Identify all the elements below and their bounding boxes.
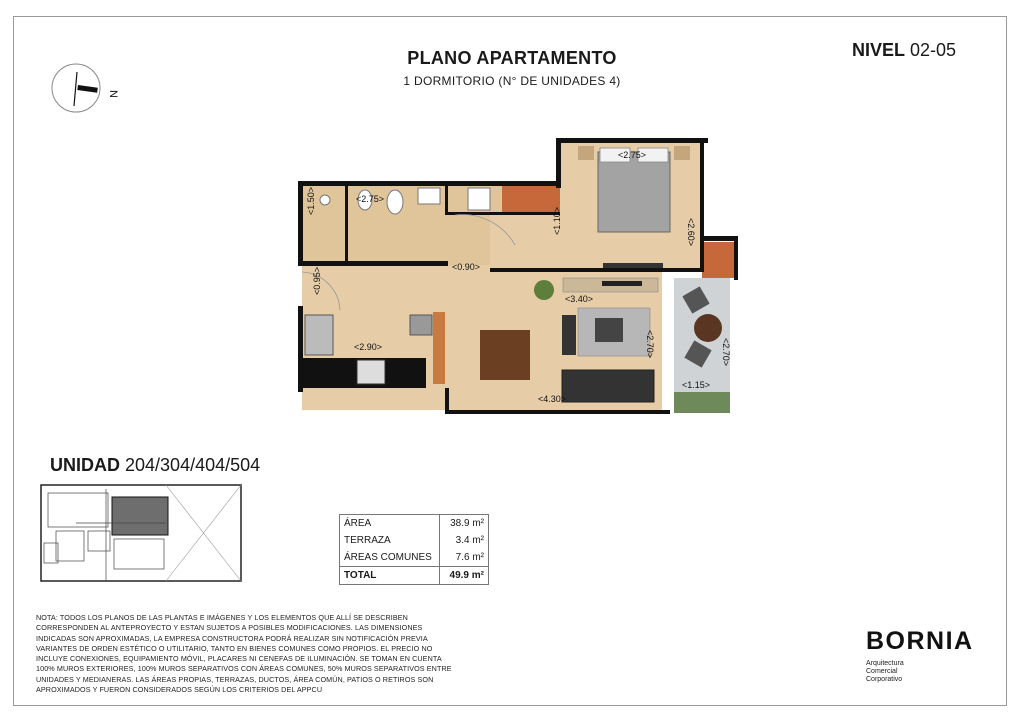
unit-label: UNIDAD xyxy=(50,455,120,475)
nightstand-icon xyxy=(578,146,594,160)
highlighted-unit xyxy=(112,497,168,535)
level-label: NIVEL xyxy=(852,40,906,60)
tv-bedroom-icon xyxy=(603,263,663,268)
brand-tagline xyxy=(866,660,904,684)
area-table xyxy=(339,514,489,585)
plant-icon xyxy=(534,280,554,300)
dim-terrace-width: <1.15> xyxy=(682,380,711,390)
area-total-value: 49.9 m² xyxy=(440,567,489,585)
dim-terrace-depth: <2.70> xyxy=(721,338,731,367)
counter-icon xyxy=(433,312,445,384)
fridge-icon xyxy=(305,315,333,355)
area-label: ÁREA xyxy=(340,515,440,533)
brand-tag: Arquitectura xyxy=(866,660,904,667)
dim-entry-depth: <0.95> xyxy=(312,266,322,295)
terrace-table-icon xyxy=(694,314,722,342)
washer-icon xyxy=(468,188,490,210)
page-title: PLANO APARTAMENTO xyxy=(407,48,617,68)
key-plan xyxy=(36,483,246,583)
toilet-icon xyxy=(387,190,403,214)
area-value: 7.6 m² xyxy=(440,549,489,567)
dim-kitchen-width: <2.90> xyxy=(354,342,383,352)
area-row xyxy=(340,549,489,567)
dining-table-icon xyxy=(480,330,530,380)
brand-tag: Comercial xyxy=(866,668,898,675)
coffee-table-icon xyxy=(595,318,623,342)
level-indicator xyxy=(852,40,956,61)
dim-bath-depth: <1.50> xyxy=(306,186,316,215)
dim-living-upper: <3.40> xyxy=(565,294,594,304)
page-subtitle: 1 DORMITORIO (N° DE UNIDADES 4) xyxy=(403,74,621,88)
dim-living-width: <4.30> xyxy=(538,394,567,404)
area-label: TERRAZA xyxy=(340,532,440,549)
area-total-row xyxy=(340,567,489,585)
unit-title xyxy=(50,455,260,476)
terrace-planter xyxy=(674,392,730,413)
dim-door-width: <0.90> xyxy=(452,262,481,272)
level-value: 02-05 xyxy=(910,40,957,60)
area-row xyxy=(340,532,489,549)
brand-logo: BORNIA xyxy=(866,627,974,655)
area-value: 3.4 m² xyxy=(440,532,489,549)
dim-hall-depth: <1.10> xyxy=(552,206,562,235)
bed-icon xyxy=(598,152,670,232)
armchair-icon xyxy=(562,315,576,355)
area-label: ÁREAS COMUNES xyxy=(340,549,440,567)
dim-bedroom-width: <2.75> xyxy=(618,150,647,160)
area-value: 38.9 m² xyxy=(440,515,489,533)
north-compass-icon xyxy=(50,62,119,114)
north-letter: N xyxy=(107,90,119,98)
kitchen-sink-icon xyxy=(410,315,432,335)
area-row xyxy=(340,515,489,533)
closet-terrace xyxy=(702,242,734,278)
tv-living-icon xyxy=(602,281,642,286)
cooktop-icon xyxy=(357,360,385,384)
dim-living-depth: <2.70> xyxy=(645,330,655,359)
nightstand-icon xyxy=(674,146,690,160)
area-total-label: TOTAL xyxy=(340,567,440,585)
floor-plan xyxy=(290,130,750,430)
brand-tag: Corporativo xyxy=(866,676,903,683)
dim-bath-width: <2.75> xyxy=(356,194,385,204)
unit-numbers: 204/304/404/504 xyxy=(125,455,261,475)
disclaimer-note: NOTA: TODOS LOS PLANOS DE LAS PLANTAS E IMÁGENES Y LOS ELEMENTOS QUE ALLÍ SE DESCRIBEN CORRESPONDEN AL ANTEPROYECTO Y ESTAN SUJETOS A POSIBLES MODIFICACIONES. LAS DIMENSIONES INDICADAS SON APROXIMADAS, LA EMPRESA CONSTRUCTORA PODRÁ REALIZAR SIN NOTIFICACIÓN PREVIA VARIANTES DE ORDEN ESTÉTICO O UTILITARIO, TANTO EN BIENES COMUNES COMO PROPIOS. EL PRECIO NO INCLUYE CONEXIONES, EQUIPAMIENTO MÓVIL, PLACARES NI CENEFAS DE ILUMINACIÓN. SE TOMAN EN CUENTA 100% MUROS EXTERIORES, 100% MUROS SEPARATIVOS CON ÁREAS COMUNES, 50% MUROS SEPARATIVOS ENTRE UNIDADES Y MEDIANERAS. LAS ÁREAS PROPIAS, TERRAZAS, DUCTOS, ÁREA COMÚN, PATIOS O RETIROS SON APROXIMADOS Y FUERON CONSIDERADOS SEGÚN LOS CRITERIOS DEL APPCU xyxy=(36,613,452,695)
dim-bedroom-depth: <2.60> xyxy=(686,218,696,247)
vanity-icon xyxy=(418,188,440,204)
sink-icon xyxy=(320,195,330,205)
sofa-icon xyxy=(562,370,654,402)
